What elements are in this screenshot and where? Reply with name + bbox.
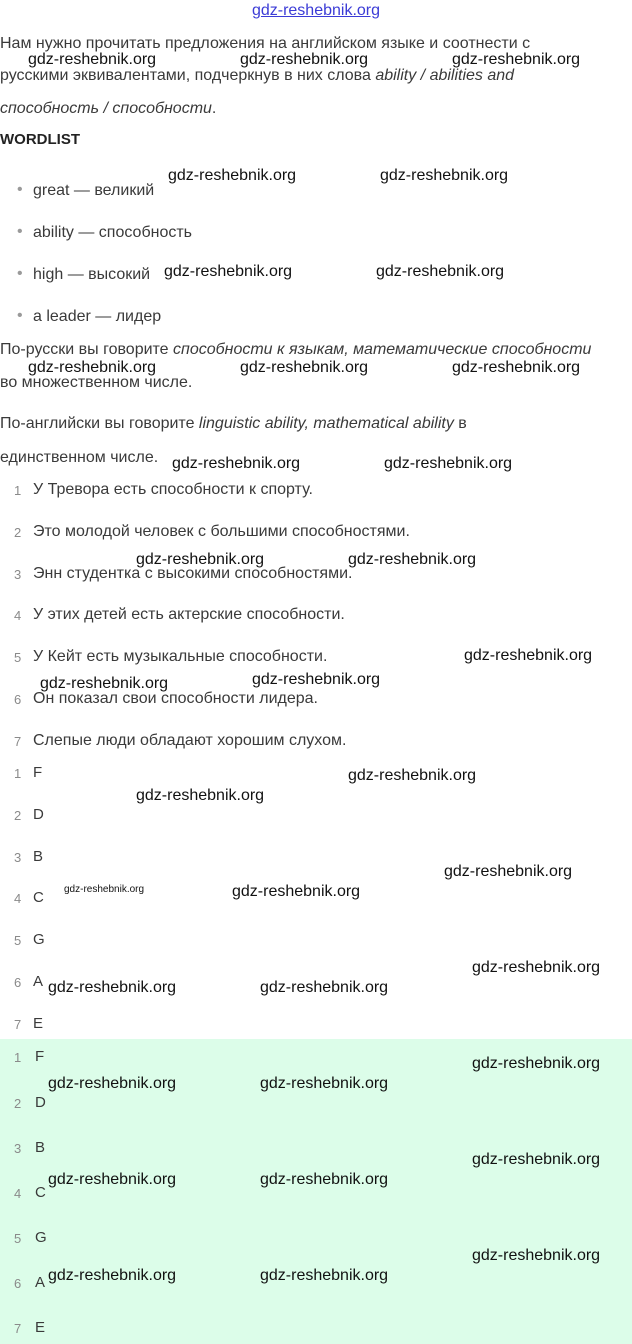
russian-para-line-2: во множественном числе. <box>0 374 193 391</box>
sentence-text: У Кейт есть музыкальные способности. <box>33 648 328 665</box>
answer-number: 7 <box>14 1017 22 1032</box>
answer-number: 5 <box>14 933 22 948</box>
answer-number: 4 <box>14 1186 22 1201</box>
english-para-end: в <box>453 415 467 432</box>
bullet-icon: • <box>17 307 23 324</box>
answer-number: 6 <box>14 975 22 990</box>
wordlist-item: ability — способность <box>33 224 192 241</box>
site-link[interactable]: gdz-reshebnik.org <box>251 2 381 19</box>
answer-number: 2 <box>14 1096 22 1111</box>
watermark: gdz-reshebnik.org <box>136 787 265 804</box>
answer-letter: E <box>33 1015 44 1032</box>
watermark: gdz-reshebnik.org <box>240 359 369 376</box>
answer-number: 1 <box>14 1050 22 1065</box>
intro-line-2 <box>0 66 514 86</box>
wordlist-item: high — высокий <box>33 266 151 283</box>
watermark: gdz-reshebnik.org <box>452 359 581 376</box>
answer-number: 3 <box>14 1141 22 1156</box>
russian-para-line-1 <box>0 340 591 360</box>
answer-number: 1 <box>14 766 22 781</box>
watermark: gdz-reshebnik.org <box>240 51 369 68</box>
watermark: gdz-reshebnik.org <box>348 767 477 784</box>
sentence-number: 6 <box>14 692 22 707</box>
watermark: gdz-reshebnik.org <box>164 263 293 280</box>
wordlist-heading: WORDLIST <box>0 131 80 148</box>
sentence-number: 5 <box>14 650 22 665</box>
watermark: gdz-reshebnik.org <box>472 1151 601 1168</box>
watermark: gdz-reshebnik.org <box>384 455 513 472</box>
answer-letter: A <box>33 973 44 990</box>
watermark: gdz-reshebnik.org <box>452 51 581 68</box>
answer-letter: C <box>33 889 44 906</box>
watermark: gdz-reshebnik.org <box>232 883 361 900</box>
watermark: gdz-reshebnik.org <box>260 979 389 996</box>
sentence-text: Энн студентка с высокими способностями. <box>33 565 353 582</box>
answer-letter: G <box>33 931 45 948</box>
bullet-icon: • <box>17 265 23 282</box>
sentence-number: 1 <box>14 483 22 498</box>
watermark: gdz-reshebnik.org <box>464 647 593 664</box>
answer-letter: D <box>33 806 44 823</box>
intro-line-2-italic: ability / abilities and <box>375 67 515 84</box>
sentence-text: Слепые люди обладают хорошим слухом. <box>33 732 347 749</box>
sentence-text: Он показал свои способности лидера. <box>33 690 318 707</box>
answer-letter: F <box>35 1048 45 1065</box>
sentence-number: 2 <box>14 525 22 540</box>
watermark: gdz-reshebnik.org <box>444 863 573 880</box>
answer-letter: B <box>33 848 44 865</box>
answer-letter: G <box>35 1229 47 1246</box>
watermark: gdz-reshebnik.org <box>48 1171 177 1188</box>
watermark: gdz-reshebnik.org <box>260 1267 389 1284</box>
answer-number: 5 <box>14 1231 22 1246</box>
watermark: gdz-reshebnik.org <box>472 959 601 976</box>
russian-para-text: По-русски вы говорите <box>0 341 174 358</box>
intro-line-1: Нам нужно прочитать предложения на английском языке и соотнести с <box>0 35 531 52</box>
intro-line-2-text: русскими эквивалентами, подчеркнув в них слова <box>0 67 376 84</box>
intro-line-3-italic: способность / способности <box>0 100 212 117</box>
watermark: gdz-reshebnik.org <box>472 1247 601 1264</box>
english-para-line-2: единственном числе. <box>0 449 159 466</box>
watermark: gdz-reshebnik.org <box>64 884 145 895</box>
wordlist-item: great — великий <box>33 182 155 199</box>
english-para-line-1 <box>0 414 467 434</box>
russian-para-italic: способности к языкам, математические способности <box>173 341 592 358</box>
watermark: gdz-reshebnik.org <box>28 359 157 376</box>
watermark: gdz-reshebnik.org <box>472 1055 601 1072</box>
watermark: gdz-reshebnik.org <box>28 51 157 68</box>
sentence-number: 7 <box>14 734 22 749</box>
answer-number: 7 <box>14 1321 22 1336</box>
answer-number: 6 <box>14 1276 22 1291</box>
sentence-number: 4 <box>14 608 22 623</box>
intro-line-3 <box>0 99 216 119</box>
watermark: gdz-reshebnik.org <box>348 551 477 568</box>
watermark: gdz-reshebnik.org <box>48 1075 177 1092</box>
answer-letter: B <box>35 1139 46 1156</box>
answer-letter: D <box>35 1094 46 1111</box>
intro-line-3-end: . <box>211 100 217 117</box>
watermark: gdz-reshebnik.org <box>168 167 297 184</box>
english-para-italic: linguistic ability, mathematical ability <box>198 415 454 432</box>
answer-letter: E <box>35 1319 46 1336</box>
watermark: gdz-reshebnik.org <box>260 1075 389 1092</box>
watermark: gdz-reshebnik.org <box>136 551 265 568</box>
english-para-text: По-английски вы говорите <box>0 415 199 432</box>
answer-letter: F <box>33 764 43 781</box>
bullet-icon: • <box>17 223 23 240</box>
watermark: gdz-reshebnik.org <box>260 1171 389 1188</box>
bullet-icon: • <box>17 181 23 198</box>
answer-letter: C <box>35 1184 46 1201</box>
answer-number: 4 <box>14 891 22 906</box>
answer-letter: A <box>35 1274 46 1291</box>
answer-number: 3 <box>14 850 22 865</box>
watermark: gdz-reshebnik.org <box>380 167 509 184</box>
sentence-text: У этих детей есть актерские способности. <box>33 606 345 623</box>
watermark: gdz-reshebnik.org <box>376 263 505 280</box>
watermark: gdz-reshebnik.org <box>252 671 381 688</box>
watermark: gdz-reshebnik.org <box>48 979 177 996</box>
sentence-text: У Тревора есть способности к спорту. <box>33 481 313 498</box>
watermark: gdz-reshebnik.org <box>172 455 301 472</box>
wordlist-item: a leader — лидер <box>33 308 162 325</box>
watermark: gdz-reshebnik.org <box>40 675 169 692</box>
answer-number: 2 <box>14 808 22 823</box>
sentence-number: 3 <box>14 567 22 582</box>
sentence-text: Это молодой человек с большими способностями. <box>33 523 410 540</box>
watermark: gdz-reshebnik.org <box>48 1267 177 1284</box>
